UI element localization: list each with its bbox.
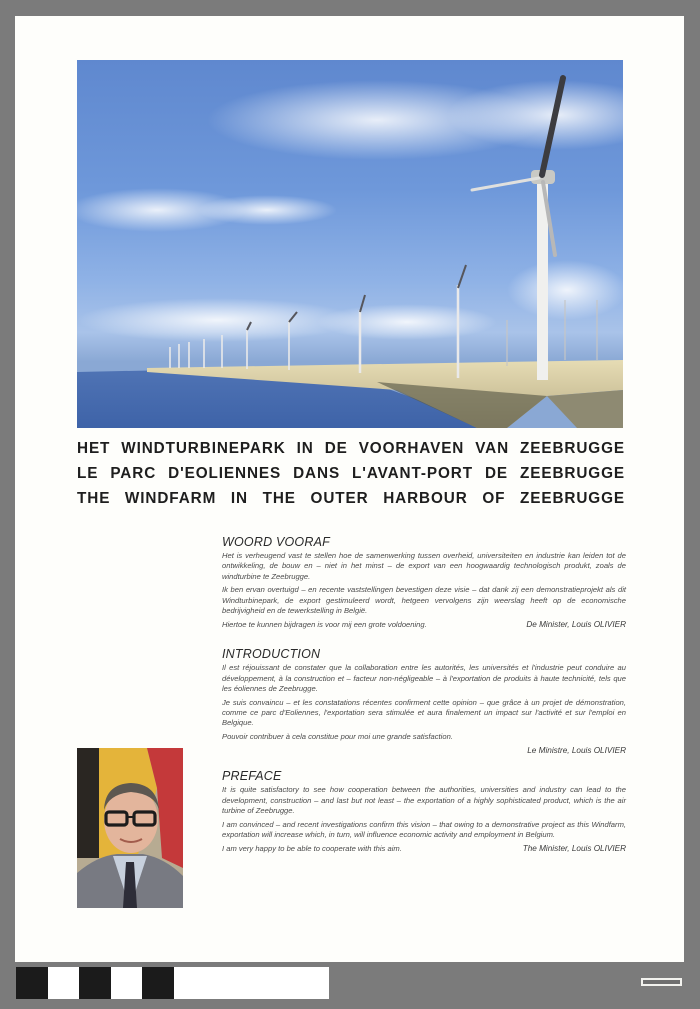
signature: The Minister, Louis OLIVIER xyxy=(522,844,626,854)
section-heading: INTRODUCTION xyxy=(222,647,321,662)
paragraph: I am convinced – and recent investigations confirm this vision – that owing to a demonstrative project as this Windfarm, exportation will increase which, in turn, will influence economic activity and employment in Belgium. xyxy=(222,819,626,839)
paragraph: Il est réjouissant de constater que la collaboration entre les autorités, les universités et l'industrie peut conduire au développement, à la construction et – facteur non-négligeable – à l'exportation de produits à haute technicité, tels que les éoliennes de Zeebrugge. xyxy=(222,663,626,694)
section-heading: PREFACE xyxy=(222,769,282,784)
title-block xyxy=(77,436,625,511)
closing-row xyxy=(222,619,626,630)
paragraph: Je suis convaincu – et les constatations récentes confirment cette opinion – que grâce à un projet de démonstration, comme ce parc d'Eoliennes, l'exportation sera stimulée et aura finalement un impact sur l'activité et sur l'emploi en Belgique. xyxy=(222,697,626,728)
windfarm-illustration xyxy=(77,60,623,428)
title-dutch: HET WINDTURBINEPARK IN DE VOORHAVEN VAN ZEEBRUGGE xyxy=(77,440,625,457)
scan-scale-mark xyxy=(641,978,682,986)
paragraph: Pouvoir contribuer à cela constitue pour moi une grande satisfaction. xyxy=(222,731,453,741)
portrait-illustration xyxy=(77,748,183,908)
swatch-white xyxy=(48,967,79,999)
section-heading: WOORD VOORAF xyxy=(222,535,330,549)
paragraph: Het is verheugend vast te stellen hoe de samenwerking tussen overheid, universiteiten en industrie kan leiden tot de ontwikkeling, de bouw en – niet in het minst – de export van een hoogwaardig technologisch produkt, zoals de windturbine te Zeebrugge. xyxy=(222,551,626,581)
signature: Le Ministre, Louis OLIVIER xyxy=(527,746,626,756)
closing-row xyxy=(222,843,626,854)
paragraph: It is quite satisfactory to see how cooperation between the authorities, universities and industry can lead to the development, construction – and last but not least – the exportation of a highly sophisticated product, which is the air turbine of Zeebrugge. xyxy=(222,785,626,816)
signature: De Minister, Louis OLIVIER xyxy=(526,620,626,630)
section-woord-vooraf xyxy=(222,535,626,630)
swatch-black xyxy=(16,967,48,999)
section-introduction xyxy=(222,647,626,757)
foreword-column xyxy=(222,535,626,865)
windfarm-photo xyxy=(77,60,623,428)
minister-portrait xyxy=(77,748,183,908)
title-french: LE PARC D'EOLIENNES DANS L'AVANT-PORT DE ZEEBRUGGE xyxy=(77,465,625,482)
swatch-black xyxy=(79,967,111,999)
closing-text: Hiertoe te kunnen bijdragen is voor mij een grote voldoening. xyxy=(222,620,427,630)
swatch-black xyxy=(142,967,174,999)
paragraph: Ik ben ervan overtuigd – en recente vaststellingen bevestigen deze visie – dat dank zij een demonstratieprojekt als dit Windturbinepark, de export gestimuleerd wordt, hetgeen vervolgens zijn weerslag heeft op de economische bedrijvigheid en de tewerkstelling in België. xyxy=(222,585,626,616)
closing-text: I am very happy to be able to cooperate with this aim. xyxy=(222,844,402,854)
swatch-white xyxy=(111,967,142,999)
title-english: THE WINDFARM IN THE OUTER HARBOUR OF ZEEBRUGGE xyxy=(77,490,625,507)
document-page xyxy=(15,16,684,962)
swatch-white-wide xyxy=(174,967,329,999)
scan-color-strip xyxy=(16,967,329,999)
section-preface xyxy=(222,769,626,854)
